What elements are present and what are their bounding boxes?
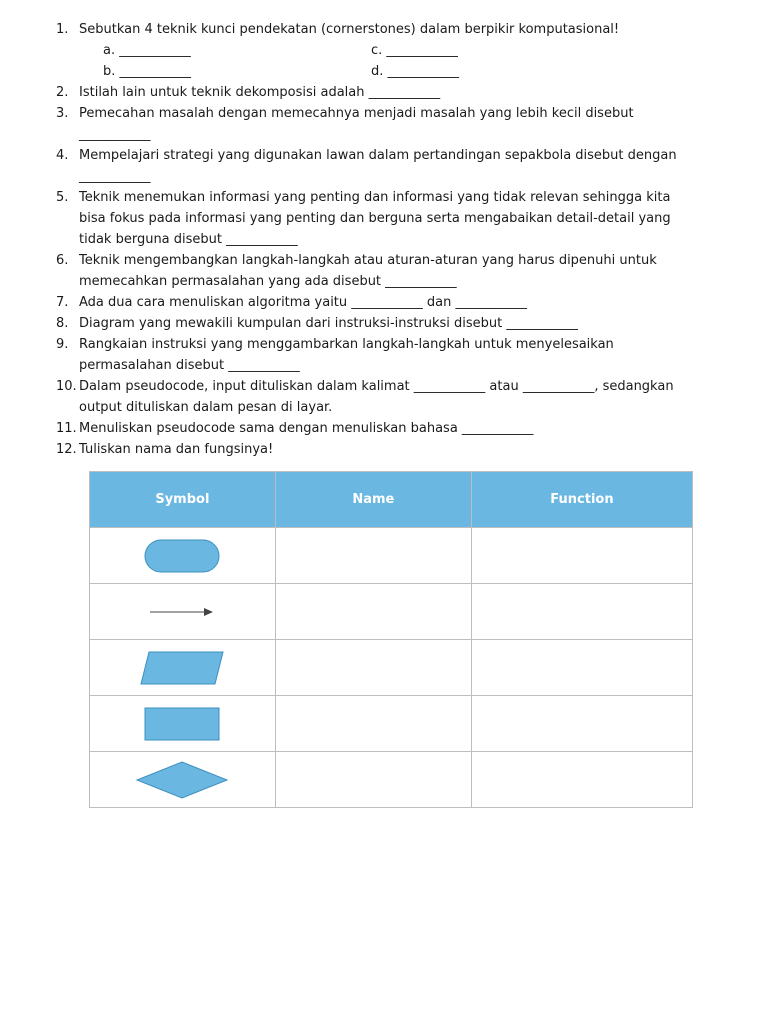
question-number: 7. xyxy=(56,295,69,310)
question-text xyxy=(79,250,739,292)
function-cell[interactable] xyxy=(471,640,692,696)
symbol-cell xyxy=(90,528,276,584)
flow-arrow-icon xyxy=(142,605,222,619)
name-cell[interactable] xyxy=(275,584,471,640)
question-text xyxy=(79,19,739,40)
question-line: Teknik menemukan informasi yang penting dan informasi yang tidak relevan sehingga kita xyxy=(79,190,671,205)
question-line: output dituliskan dalam pesan di layar. xyxy=(79,400,333,415)
terminator-oval-icon xyxy=(142,538,222,574)
question-text xyxy=(79,439,739,460)
name-cell[interactable] xyxy=(275,752,471,808)
sub-item-b: b. ___________ xyxy=(103,64,192,79)
question-line: Istilah lain untuk teknik dekomposisi adalah ___________ xyxy=(79,85,441,100)
question-line: Diagram yang mewakili kumpulan dari instruksi-instruksi disebut ___________ xyxy=(79,316,578,331)
question-line: Sebutkan 4 teknik kunci pendekatan (cornerstones) dalam berpikir komputasional! xyxy=(79,22,620,37)
question-number: 4. xyxy=(56,148,69,163)
question-line: Dalam pseudocode, input dituliskan dalam kalimat ___________ atau ___________, sedangkan xyxy=(79,379,674,394)
question-text xyxy=(79,82,739,103)
question-text xyxy=(79,313,739,334)
question-line: tidak berguna disebut ___________ xyxy=(79,232,298,247)
question-line: ___________ xyxy=(79,169,151,184)
question-line: ___________ xyxy=(79,127,151,142)
question-number: 8. xyxy=(56,316,69,331)
question-number: 11. xyxy=(56,421,77,436)
name-cell[interactable] xyxy=(275,696,471,752)
function-cell[interactable] xyxy=(471,528,692,584)
question-line: Ada dua cara menuliskan algoritma yaitu ___________ dan ___________ xyxy=(79,295,527,310)
symbol-cell xyxy=(90,696,276,752)
flowchart-symbol-table xyxy=(89,471,693,808)
question-number: 2. xyxy=(56,85,69,100)
question-text xyxy=(79,292,739,313)
question-text xyxy=(79,145,739,187)
symbol-cell xyxy=(90,640,276,696)
question-line: Menuliskan pseudocode sama dengan menuliskan bahasa ___________ xyxy=(79,421,534,436)
question-line: memecahkan permasalahan yang ada disebut ___________ xyxy=(79,274,457,289)
table-row xyxy=(90,528,693,584)
table-row xyxy=(90,584,693,640)
sub-item-c: c. ___________ xyxy=(371,43,458,58)
header-function: Function xyxy=(471,472,692,528)
question-line: permasalahan disebut ___________ xyxy=(79,358,300,373)
question-text xyxy=(79,103,739,145)
question-number: 10. xyxy=(56,379,77,394)
function-cell[interactable] xyxy=(471,752,692,808)
header-name: Name xyxy=(275,472,471,528)
rectangle-icon xyxy=(143,706,221,742)
sub-item-d: d. ___________ xyxy=(371,64,460,79)
question-number: 6. xyxy=(56,253,69,268)
question-text xyxy=(79,418,739,439)
table-row xyxy=(90,640,693,696)
name-cell[interactable] xyxy=(275,640,471,696)
question-line: Tuliskan nama dan fungsinya! xyxy=(79,442,274,457)
question-text xyxy=(79,334,739,376)
question-number: 9. xyxy=(56,337,69,352)
question-text xyxy=(79,187,739,250)
parallelogram-icon xyxy=(139,650,225,686)
sub-item-a: a. ___________ xyxy=(103,43,191,58)
question-line: Teknik mengembangkan langkah-langkah atau aturan-aturan yang harus dipenuhi untuk xyxy=(79,253,657,268)
table-row xyxy=(90,752,693,808)
diamond-icon xyxy=(135,760,229,800)
name-cell[interactable] xyxy=(275,528,471,584)
table-row xyxy=(90,696,693,752)
function-cell[interactable] xyxy=(471,696,692,752)
symbol-cell xyxy=(90,752,276,808)
question-number: 12. xyxy=(56,442,77,457)
symbol-cell xyxy=(90,584,276,640)
table-header-row xyxy=(90,472,693,528)
function-cell[interactable] xyxy=(471,584,692,640)
question-text xyxy=(79,376,739,418)
header-symbol: Symbol xyxy=(90,472,276,528)
question-line: bisa fokus pada informasi yang penting dan berguna serta mengabaikan detail-detail yang xyxy=(79,211,671,226)
question-number: 1. xyxy=(56,22,69,37)
question-number: 3. xyxy=(56,106,69,121)
question-line: Mempelajari strategi yang digunakan lawan dalam pertandingan sepakbola disebut dengan xyxy=(79,148,677,163)
question-line: Pemecahan masalah dengan memecahnya menjadi masalah yang lebih kecil disebut xyxy=(79,106,634,121)
question-number: 5. xyxy=(56,190,69,205)
question-line: Rangkaian instruksi yang menggambarkan langkah-langkah untuk menyelesaikan xyxy=(79,337,614,352)
